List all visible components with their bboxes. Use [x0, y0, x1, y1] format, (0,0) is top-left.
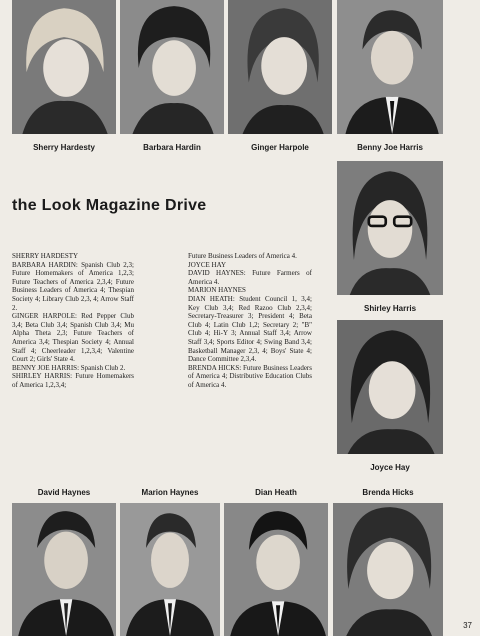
- name-marion-haynes: Marion Haynes: [141, 488, 199, 497]
- name-barbara-hardin: Barbara Hardin: [143, 143, 201, 152]
- portrait-ginger-harpole: [228, 0, 332, 134]
- bio-benny-joe-harris: BENNY JOE HARRIS: Spanish Club 2.: [12, 363, 126, 372]
- bio-ginger-harpole: GINGER HARPOLE: Red Pepper Club 3,4; Beta Club 3,4; Spanish Club 3,4; Mu Alpha Theta 2,3; Future Teachers of America 3,4; Thespian Society 4; Annual Staff 4; Cheerleader 1,2,3,4; Valentine Court 2; Girls' State 4.: [12, 312, 134, 364]
- name-david-haynes: David Haynes: [37, 488, 91, 497]
- bio-brenda-hicks: BRENDA HICKS: Future Business Leaders of America 4; Distributive Education Clubs of America 4.: [188, 363, 312, 389]
- portrait-barbara-hardin: [120, 0, 224, 134]
- name-sherry-hardesty: Sherry Hardesty: [33, 143, 95, 152]
- portrait-brenda-hicks: [333, 503, 443, 636]
- name-joyce-hay: Joyce Hay: [370, 463, 410, 472]
- name-dian-heath: Dian Heath: [255, 488, 297, 497]
- name-ginger-harpole: Ginger Harpole: [251, 143, 309, 152]
- bio-marion-haynes: MARION HAYNES: [188, 286, 246, 295]
- bio-column-left: [12, 252, 134, 390]
- headline: the Look Magazine Drive: [12, 197, 207, 214]
- bio-dian-heath: DIAN HEATH: Student Council 1, 3,4; Key Club 3,4; Red Razoo Club 2,3,4; Secretary-Treasurer 3; President 4; Beta Club 4; Latin Club 1,2; Secretary 2; "B" Club 4; Hi-Y 3; Annual Staff 3,4; Arrow Staff 3,4; Sports Editor 4; Swing Band 3,4; Basketball Manager 2,3, 4; Boys' State 4; Dance Committee 2,3,4.: [188, 294, 312, 364]
- bio-joyce-hay: JOYCE HAY: [188, 260, 227, 269]
- bio-shirley-harris-cont: Future Business Leaders of America 4.: [188, 252, 297, 260]
- portrait-shirley-harris: [337, 161, 443, 295]
- name-brenda-hicks: Brenda Hicks: [362, 488, 414, 497]
- bio-barbara-hardin: BARBARA HARDIN: Spanish Club 2,3; Future Homemakers of America 1,2,3; Future Teachers of America 2,3,4; Future Business Leaders of America 4; Thespian Society 4; Library Club 2,3, 4; Arrow Staff 2.: [12, 260, 134, 312]
- portrait-david-haynes: [12, 503, 116, 636]
- bio-column-right: [188, 252, 312, 390]
- bio-shirley-harris: SHIRLEY HARRIS: Future Homemakers of America 1,2,3,4;: [12, 372, 134, 389]
- portrait-marion-haynes: [120, 503, 220, 636]
- portrait-dian-heath: [224, 503, 328, 636]
- portrait-joyce-hay: [337, 320, 443, 454]
- portrait-benny-joe-harris: [337, 0, 443, 134]
- name-benny-joe-harris: Benny Joe Harris: [357, 143, 423, 152]
- portrait-sherry-hardesty: [12, 0, 116, 134]
- page-number: 37: [463, 621, 472, 630]
- name-shirley-harris: Shirley Harris: [363, 304, 417, 313]
- bio-sherry-hardesty: SHERRY HARDESTY: [12, 252, 79, 260]
- bio-david-haynes: DAVID HAYNES: Future Farmers of America 4.: [188, 269, 312, 286]
